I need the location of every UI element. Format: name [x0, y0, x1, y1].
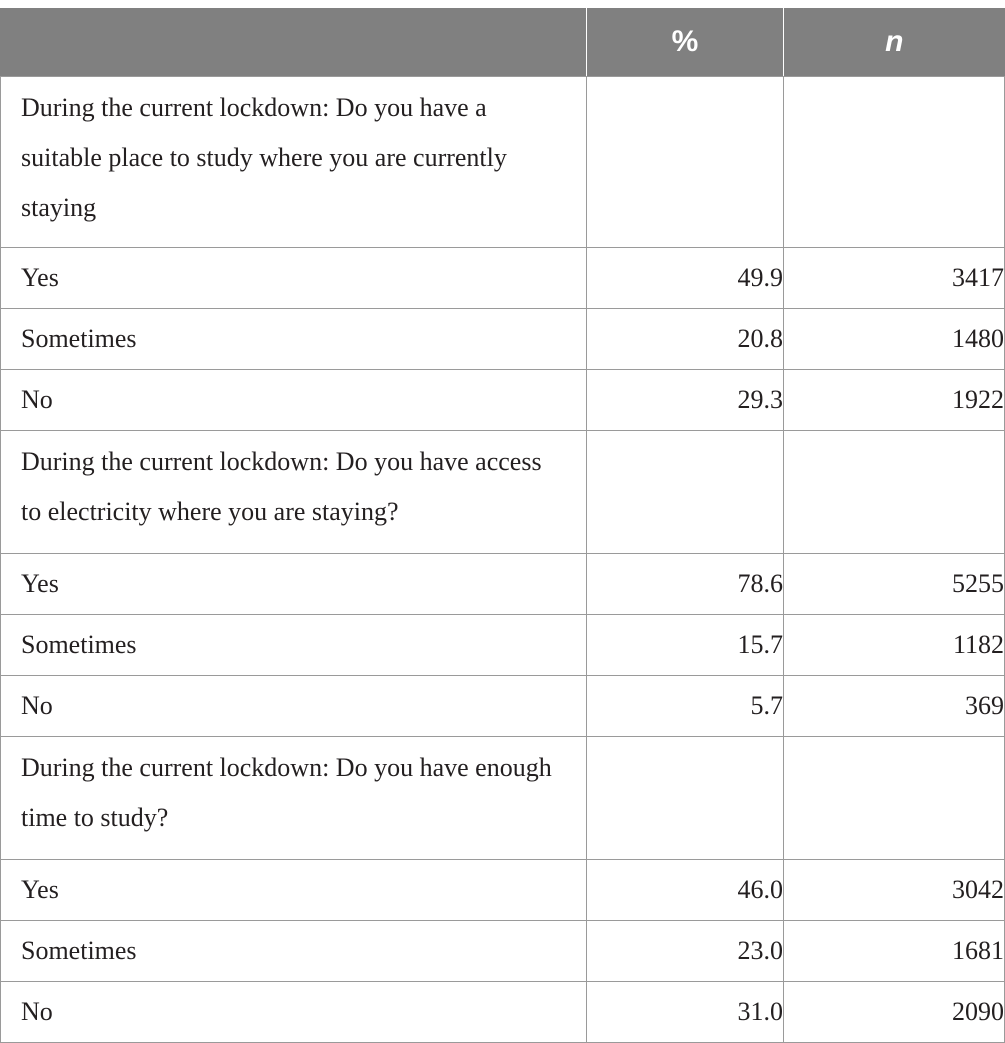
table-row [1, 554, 1005, 615]
percent-cell [587, 615, 784, 676]
table-row [1, 309, 1005, 370]
table-row [1, 676, 1005, 737]
question-cell: During the current lockdown: Do you have a suitable place to study where you are currently staying [1, 77, 587, 248]
percent-cell [587, 921, 784, 982]
header-percent: % [587, 8, 784, 77]
percent-value: 15.7 [737, 630, 783, 659]
count-value: 3042 [952, 875, 1004, 904]
answer-label: Sometimes [1, 615, 587, 676]
percent-cell [587, 982, 784, 1043]
count-cell [784, 248, 1005, 309]
count-cell [784, 309, 1005, 370]
question-row [1, 431, 1005, 554]
question-cell: During the current lockdown: Do you have enough time to study? [1, 737, 587, 860]
table-row [1, 370, 1005, 431]
percent-cell [587, 554, 784, 615]
answer-label: No [1, 676, 587, 737]
percent-value: 49.9 [737, 263, 783, 292]
percent-cell [587, 676, 784, 737]
percent-cell [587, 248, 784, 309]
percent-value: 5.7 [750, 691, 783, 720]
header-count: n [784, 8, 1005, 77]
table-row [1, 615, 1005, 676]
table-row [1, 860, 1005, 921]
count-value: 369 [965, 691, 1004, 720]
percent-value: 20.8 [737, 324, 783, 353]
count-value: 1681 [952, 936, 1004, 965]
count-cell [784, 921, 1005, 982]
empty-cell [587, 431, 784, 554]
question-cell: During the current lockdown: Do you have access to electricity where you are staying? [1, 431, 587, 554]
count-cell [784, 860, 1005, 921]
empty-cell [784, 431, 1005, 554]
table-row [1, 982, 1005, 1043]
answer-label: No [1, 370, 587, 431]
percent-value: 46.0 [737, 875, 783, 904]
header-row [1, 8, 1005, 77]
table-body [1, 77, 1005, 1043]
answer-label: Yes [1, 248, 587, 309]
empty-cell [784, 737, 1005, 860]
count-value: 3417 [952, 263, 1004, 292]
table-row [1, 248, 1005, 309]
count-value: 1922 [952, 385, 1004, 414]
count-value: 1182 [952, 630, 1004, 659]
count-value: 2090 [952, 997, 1004, 1026]
answer-label: Yes [1, 554, 587, 615]
count-cell [784, 982, 1005, 1043]
question-row [1, 77, 1005, 248]
answer-label: Yes [1, 860, 587, 921]
empty-cell [784, 77, 1005, 248]
answer-label: Sometimes [1, 309, 587, 370]
percent-cell [587, 370, 784, 431]
count-value: 5255 [952, 569, 1004, 598]
percent-value: 29.3 [737, 385, 783, 414]
count-cell [784, 676, 1005, 737]
percent-value: 31.0 [737, 997, 783, 1026]
header-label [1, 8, 587, 77]
percent-cell [587, 309, 784, 370]
table-header [1, 8, 1005, 77]
table-row [1, 921, 1005, 982]
percent-cell [587, 860, 784, 921]
count-cell [784, 370, 1005, 431]
empty-cell [587, 737, 784, 860]
count-value: 1480 [952, 324, 1004, 353]
survey-table [0, 8, 1005, 1043]
answer-label: No [1, 982, 587, 1043]
count-cell [784, 554, 1005, 615]
empty-cell [587, 77, 784, 248]
percent-value: 78.6 [737, 569, 783, 598]
answer-label: Sometimes [1, 921, 587, 982]
percent-value: 23.0 [737, 936, 783, 965]
question-row [1, 737, 1005, 860]
count-cell [784, 615, 1005, 676]
